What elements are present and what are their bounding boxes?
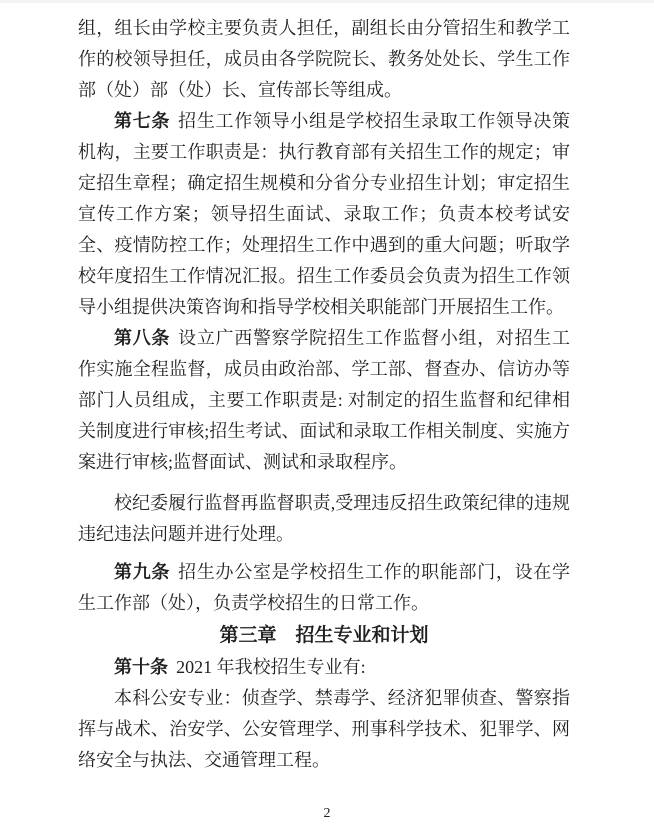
chapter-heading: 第三章 招生专业和计划	[219, 625, 429, 646]
article-number-label: 第八条	[114, 328, 171, 348]
article-number-label: 第九条	[114, 562, 171, 582]
paragraph-article-8	[78, 323, 570, 478]
paragraph-text: 校纪委履行监督再监督职责,受理违反招生政策纪律的违规违纪违法问题并进行处理。	[78, 493, 570, 544]
paragraph-continuation	[78, 13, 570, 106]
paragraph-text: 设立广西警察学院招生工作监督小组，对招生工作实施全程监督，成员由政治部、学工部、督查办、信访办等部门人员组成，主要工作职责是: 对制定的招生监督和纪律相关制度进行审核;招生考试、面试和录取工作相关制度、实施方案进行审核;监督面试、测试和录取程序。	[78, 328, 571, 472]
paragraph-article-10	[78, 652, 570, 683]
paragraph-article-7	[78, 106, 570, 323]
paragraph-article-9	[78, 557, 570, 619]
paragraph-text: 招生办公室是学校招生工作的职能部门，设在学生工作部（处），负责学校招生的日常工作。	[78, 562, 571, 613]
article-number-label: 第十条	[114, 657, 168, 677]
paragraph-majors-list	[78, 683, 570, 776]
paragraph-text: 本科公安专业：侦查学、禁毒学、经济犯罪侦查、警察指挥与战术、治安学、公安管理学、刑事科学技术、犯罪学、网络安全与执法、交通管理工程。	[78, 688, 570, 770]
paragraph-discipline-committee	[78, 488, 570, 550]
paragraph-text: 2021 年我校招生专业有:	[176, 657, 366, 677]
article-number-label: 第七条	[114, 111, 171, 131]
paragraph-text: 招生工作领导小组是学校招生录取工作领导决策机构，主要工作职责是：执行教育部有关招生工作的规定；审定招生章程；确定招生规模和分省分专业招生计划；审定招生宣传工作方案；领导招生面试、录取工作；负责本校考试安全、疫情防控工作；处理招生工作中遇到的重大问题；听取学校年度招生工作情况汇报。招生工作委员会负责为招生工作领导小组提供决策咨询和指导学校相关职能部门开展招生工作。	[78, 111, 571, 317]
page-top-edge	[0, 0, 654, 3]
page-number: 2	[323, 806, 331, 821]
paragraph-text: 组，组长由学校主要负责人担任，副组长由分管招生和教学工作的校领导担任，成员由各学院院长、教务处处长、学生工作部（处）部（处）长、宣传部长等组成。	[78, 18, 570, 100]
